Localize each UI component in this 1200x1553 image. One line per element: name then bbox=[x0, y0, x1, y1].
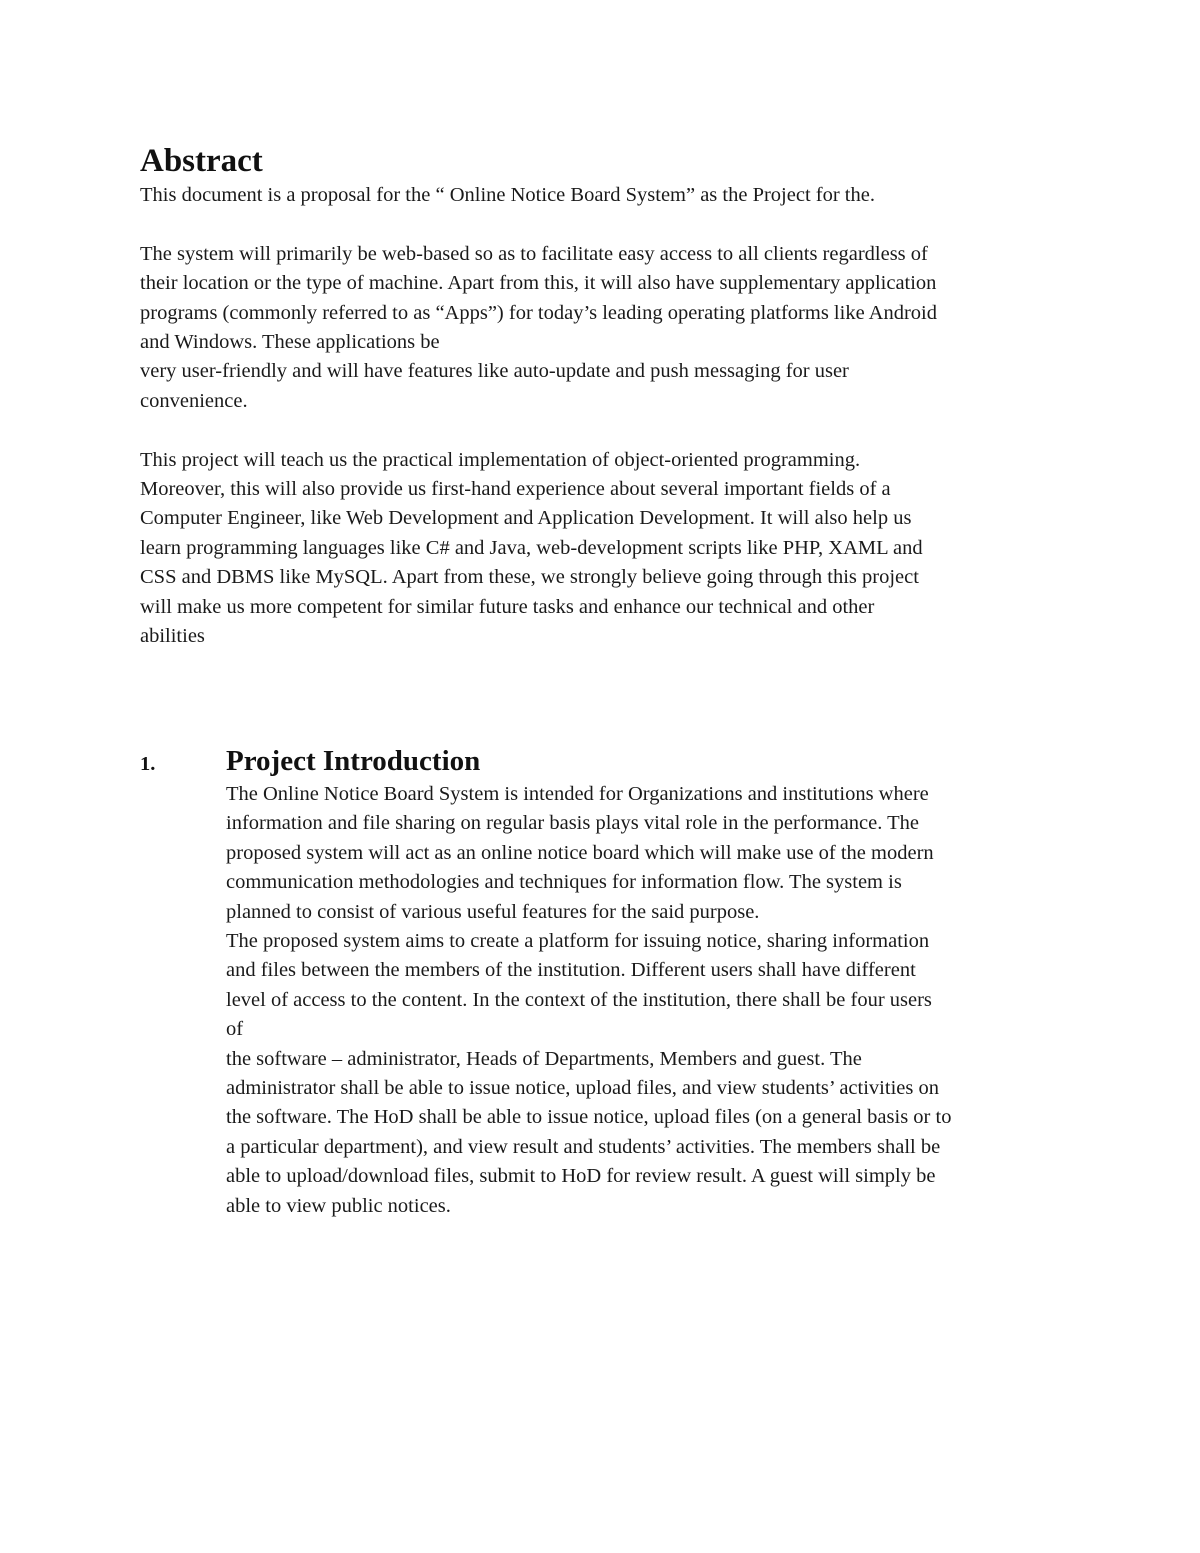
text-line: the software – administrator, Heads of Departments, Members and guest. The bbox=[226, 1047, 862, 1070]
text-line: This project will teach us the practical implementation of object-oriented programming. bbox=[140, 448, 861, 471]
text-line: their location or the type of machine. Apart from this, it will also have supplementary application bbox=[140, 272, 937, 295]
abstract-heading: Abstract bbox=[140, 143, 263, 179]
text-line: planned to consist of various useful features for the said purpose. bbox=[226, 900, 760, 923]
text-line: convenience. bbox=[140, 389, 248, 412]
text-line: administrator shall be able to issue notice, upload files, and view students’ activities on bbox=[226, 1077, 939, 1100]
paragraph-spacer bbox=[140, 416, 1070, 445]
text-line: and files between the members of the institution. Different users shall have different bbox=[226, 959, 916, 982]
abstract-section bbox=[140, 141, 1070, 651]
text-line: learn programming languages like C# and Java, web-development scripts like PHP, XAML and bbox=[140, 536, 923, 559]
text-line: level of access to the content. In the context of the institution, there shall be four users bbox=[226, 988, 932, 1011]
text-line: the software. The HoD shall be able to issue notice, upload files (on a general basis or to bbox=[226, 1106, 952, 1129]
project-introduction-section bbox=[140, 742, 1070, 1221]
text-line: abilities bbox=[140, 625, 205, 648]
text-line: a particular department), and view result and students’ activities. The members shall be bbox=[226, 1135, 941, 1158]
text-line: and Windows. These applications be bbox=[140, 331, 440, 354]
text-line: of bbox=[226, 1018, 244, 1041]
text-line: Computer Engineer, like Web Development and Application Development. It will also help us bbox=[140, 507, 912, 530]
text-line: able to upload/download files, submit to HoD for review result. A guest will simply be bbox=[226, 1165, 936, 1188]
section-title: Project Introduction bbox=[226, 745, 481, 777]
text-line: The proposed system aims to create a platform for issuing notice, sharing information bbox=[226, 930, 930, 953]
text-line: CSS and DBMS like MySQL. Apart from these, we strongly believe going through this project bbox=[140, 566, 919, 589]
text-line: The system will primarily be web-based so as to facilitate easy access to all clients regardless of bbox=[140, 242, 928, 265]
paragraph-spacer bbox=[140, 210, 1070, 239]
section-number: 1. bbox=[140, 753, 156, 775]
abstract-paragraph-2 bbox=[140, 240, 1070, 416]
abstract-paragraph-3 bbox=[140, 446, 1070, 652]
text-line: able to view public notices. bbox=[226, 1194, 451, 1217]
section-heading bbox=[140, 742, 1070, 780]
text-line: Moreover, this will also provide us first-hand experience about several important fields of a bbox=[140, 478, 891, 501]
text-line: will make us more competent for similar future tasks and enhance our technical and other bbox=[140, 595, 875, 618]
text-line: very user-friendly and will have features like auto-update and push messaging for user bbox=[140, 360, 849, 383]
text-line: information and file sharing on regular basis plays vital role in the performance. The bbox=[226, 812, 919, 835]
text-line: The Online Notice Board System is intended for Organizations and institutions where bbox=[226, 783, 929, 805]
text-line: programs (commonly referred to as “Apps”) for today’s leading operating platforms like Android bbox=[140, 301, 937, 324]
text-line: proposed system will act as an online notice board which will make use of the modern bbox=[226, 841, 934, 864]
text-line: This document is a proposal for the “ Online Notice Board System” as the Project for the. bbox=[140, 184, 875, 206]
section-body bbox=[226, 780, 1070, 1221]
text-line: communication methodologies and techniques for information flow. The system is bbox=[226, 871, 902, 894]
abstract-paragraph-1 bbox=[140, 181, 1070, 210]
